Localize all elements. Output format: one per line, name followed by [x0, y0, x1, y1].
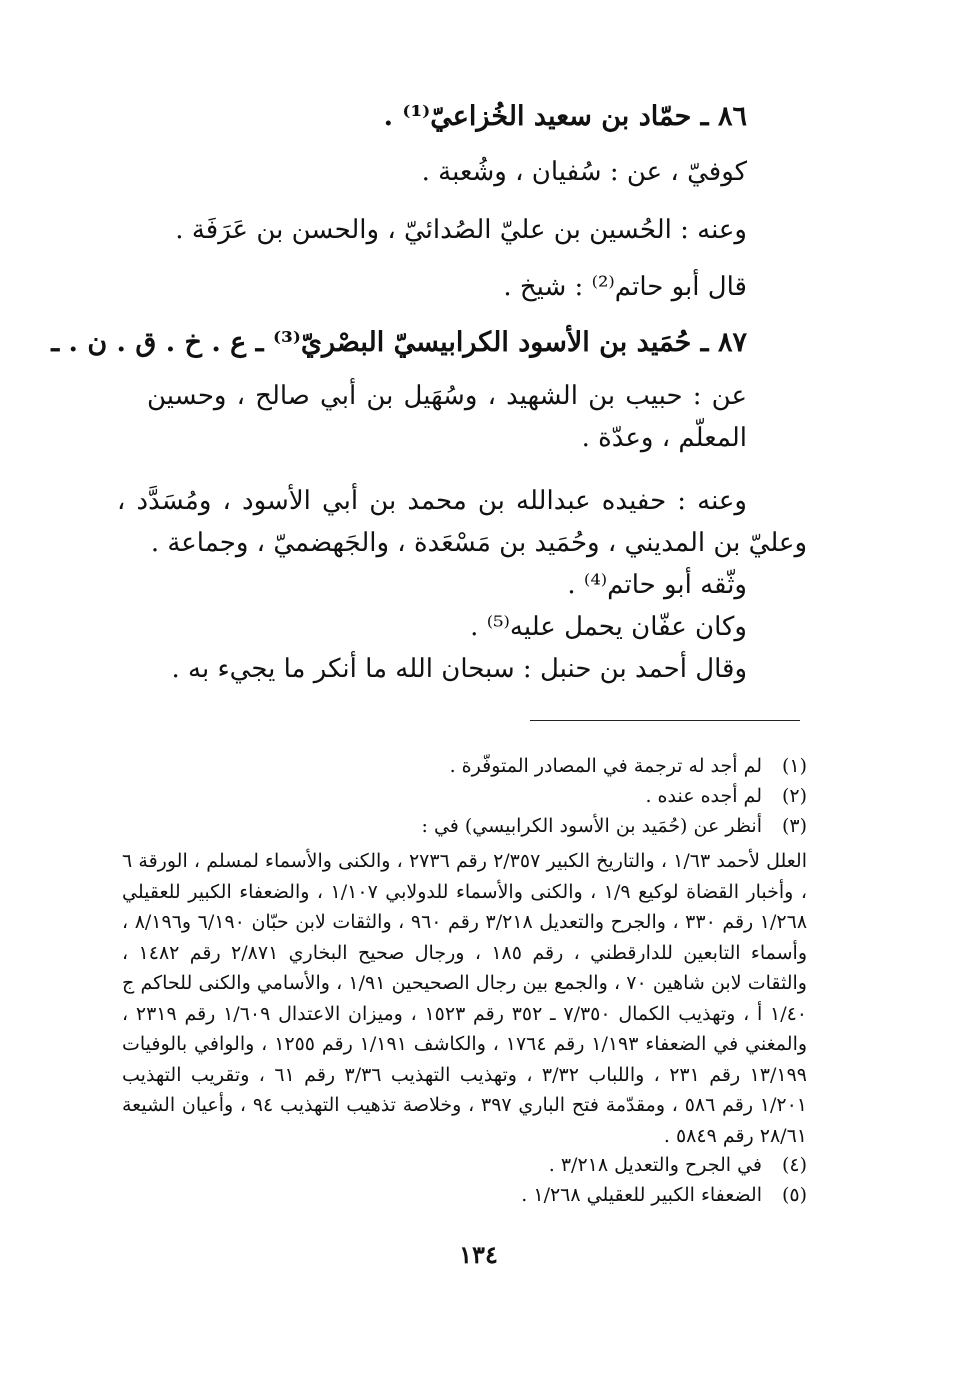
entry-87-heading: ٨٧ ـ حُمَيد بن الأسود الكرابيسيّ البصْريّ⁽³⁾ ـ ع . خ . ق . ن . ـ: [51, 327, 747, 358]
page-number: ١٣٤: [459, 1240, 498, 1269]
footnote-3-sources: العلل لأحمد ١/٦٣ ، والتاريخ الكبير ٢/٣٥٧ رقم ٢٧٣٦ ، والكنى والأسماء لمسلم ، الورقة ٦ ، وأخبار القضاة لوكيع ١/٩ ، والكنى والأسماء للدولابي ١/١٠٧ ، والضعفاء الكبير للعقيلي ١/٢٦٨ رقم ٣٣٠ ، والجرح والتعديل ٣/٢١٨ رقم ٩٦٠ ، والثقات لابن حبّان ٦/١٩٠ و٨/١٩٦ ، وأسماء التابعين للدارقطني ، رقم ١٨٥ ، ورجال صحيح البخاري ٢/٨٧١ رقم ١٤٨٢ ، والثقات لابن شاهين ٧٠ ، والجمع بين رجال الصحيحين ١/٩١ ، والأسامي والكنى للحاكم ج ١/٤٠ أ ، وتهذيب الكمال ٧/٣٥٠ ـ ٣٥٢ رقم ١٥٢٣ ، وميزان الاعتدال ١/٦٠٩ رقم ٢٣١٩ ، والمغني في الضعفاء ١/١٩٣ رقم ١٧٦٤ ، والكاشف ١/١٩١ رقم ١٢٥٥ ، والوافي بالوفيات ١٣/١٩٩ رقم ٢٣١ ، واللباب ٣/٣٢ ، وتهذيب التهذيب ٣/٣٦ رقم ٦١ ، وتقريب التهذيب ١/٢٠١ رقم ٥٨٦ ، ومقدّمة فتح الباري ٣٩٧ ، وخلاصة تذهيب التهذيب ٩٤ ، وأعيان الشيعة ٢٨/٦١ رقم ٥٨٤٩ .: [122, 850, 808, 1147]
entry-86-origin: كوفيّ ، عن : سُفيان ، وشُعبة .: [421, 157, 747, 187]
entry-87-affan: وكان عفّان يحمل عليه⁽⁵⁾ .: [470, 612, 747, 642]
entry-87-from: عن : حبيب بن الشهيد ، وسُهَيل بن أبي صالح ، وحسين المعلّم ، وعدّة .: [147, 381, 747, 453]
footnote-1-text: لم أجد له ترجمة في المصادر المتوفّرة .: [449, 755, 762, 777]
entry-87-ahmad: وقال أحمد بن حنبل : سبحان الله ما أنكر ما يجيء به .: [171, 654, 747, 684]
footnote-3-number: (٣): [781, 815, 807, 837]
footnote-2-text: لم أجده عنده .: [645, 785, 762, 807]
footnote-1-number: (١): [781, 755, 807, 777]
entry-86-opinion: قال أبو حاتم⁽²⁾ : شيخ .: [503, 272, 747, 302]
footnote-5-number: (٥): [781, 1184, 807, 1206]
entry-87-narrators: وعنه : حفيده عبدالله بن محمد بن أبي الأسود ، ومُسَدَّد ، وعليّ بن المديني ، وحُمَيد بن مَسْعَدة ، والجَهضميّ ، وجماعة .: [117, 486, 807, 558]
entry-86-heading: ٨٦ ـ حمّاد بن سعيد الخُزاعيّ⁽¹⁾ .: [383, 101, 747, 132]
entry-86-narrators: وعنه : الحُسين بن عليّ الصُدائيّ ، والحسن بن عَرَفَة .: [175, 215, 747, 245]
footnote-4-text: في الجرح والتعديل ٣/٢١٨ .: [548, 1154, 762, 1176]
footnote-3-text: أنظر عن (حُمَيد بن الأسود الكرابيسي) في :: [421, 815, 762, 837]
entry-87-tawthiq: وثّقه أبو حاتم⁽⁴⁾ .: [567, 570, 747, 600]
footnote-4-number: (٤): [781, 1154, 807, 1176]
footnote-5-text: الضعفاء الكبير للعقيلي ١/٢٦٨ .: [521, 1184, 762, 1206]
footnote-2-number: (٢): [781, 785, 807, 807]
footnote-separator: [530, 720, 800, 721]
